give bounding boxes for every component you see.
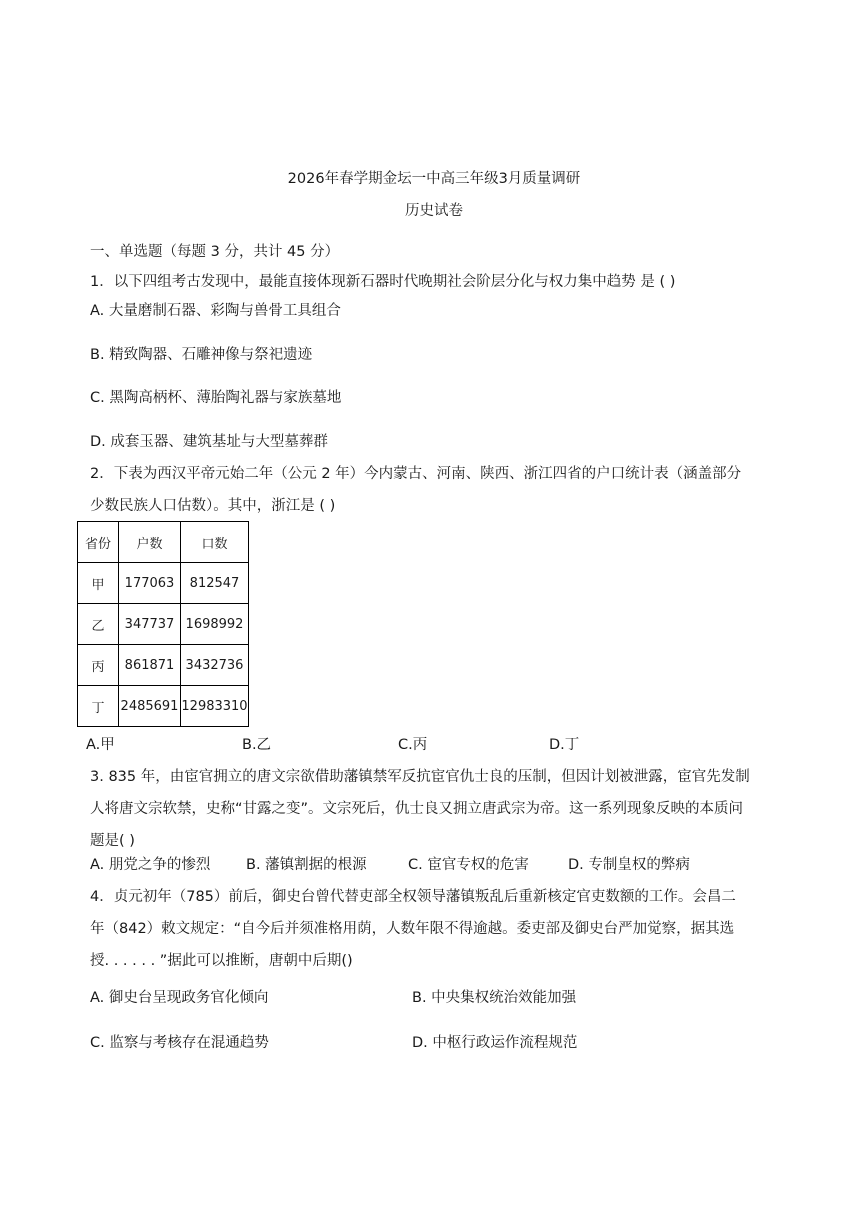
question-2-option-c: C.丙 bbox=[398, 737, 428, 753]
table-header: 户数 bbox=[119, 522, 181, 563]
table-header: 口数 bbox=[181, 522, 249, 563]
table-row bbox=[78, 604, 249, 645]
question-2-option-a: A.甲 bbox=[86, 737, 115, 753]
question-4-option-d: D. 中枢行政运作流程规范 bbox=[412, 1035, 578, 1051]
question-1-stem: 1．以下四组考古发现中，最能直接体现新石器时代晚期社会阶层分化与权力集中趋势 是 ( ) bbox=[90, 274, 676, 290]
table-header-row bbox=[78, 522, 249, 563]
question-4-option-a: A. 御史台呈现政务官化倾向 bbox=[90, 990, 269, 1006]
table-cell: 甲 bbox=[78, 563, 119, 604]
table-row bbox=[78, 563, 249, 604]
question-4-option-c: C. 监察与考核存在混通趋势 bbox=[90, 1035, 269, 1051]
table-cell: 丙 bbox=[78, 645, 119, 686]
table-row bbox=[78, 686, 249, 727]
question-4-option-b: B. 中央集权统治效能加强 bbox=[412, 990, 577, 1006]
question-3-option-d: D. 专制皇权的弊病 bbox=[568, 857, 690, 873]
section-heading: 一、单选题（每题 3 分，共计 45 分） bbox=[90, 244, 340, 260]
population-table bbox=[77, 521, 249, 727]
question-2-options bbox=[0, 735, 868, 755]
question-3-option-b: B. 藩镇割据的根源 bbox=[246, 857, 367, 873]
table-cell: 3432736 bbox=[181, 645, 249, 686]
question-3-option-a: A. 朋党之争的惨烈 bbox=[90, 857, 211, 873]
table-cell: 347737 bbox=[119, 604, 181, 645]
table-cell: 861871 bbox=[119, 645, 181, 686]
question-1-option-b: B. 精致陶器、石雕神像与祭祀遗迹 bbox=[90, 347, 313, 363]
table-cell: 1698992 bbox=[181, 604, 249, 645]
table-cell: 177063 bbox=[119, 563, 181, 604]
question-1-option-d: D. 成套玉器、建筑基址与大型墓葬群 bbox=[90, 434, 328, 450]
table-cell: 丁 bbox=[78, 686, 119, 727]
exam-subtitle: 历史试卷 bbox=[405, 203, 463, 219]
question-4-options-row-1 bbox=[0, 988, 868, 1008]
exam-title: 2026年春学期金坛一中高三年级3月质量调研 bbox=[287, 171, 581, 187]
table-cell: 乙 bbox=[78, 604, 119, 645]
question-2-option-d: D.丁 bbox=[549, 737, 580, 753]
question-4-options-row-2 bbox=[0, 1033, 868, 1053]
table-row bbox=[78, 645, 249, 686]
question-4-stem: 4．贞元初年（785）前后，御史台曾代替吏部全权领导藩镇叛乱后重新核定官吏数额的工作。会昌二年（842）敕文规定：“自今后并须准格用荫，人数年限不得逾越。委吏部及御史台严加觉察，据其选授. . . . . . ”据此可以推断，唐朝中后期() bbox=[90, 889, 736, 969]
table-cell: 12983310 bbox=[181, 686, 249, 727]
question-2-stem: 2．下表为西汉平帝元始二年（公元 2 年）今内蒙古、河南、陕西、浙江四省的户口统计表（涵盖部分少数民族人口估数）。其中，浙江是 ( ) bbox=[90, 466, 742, 514]
table-cell: 812547 bbox=[181, 563, 249, 604]
table-cell: 2485691 bbox=[119, 686, 181, 727]
question-3-stem: 3. 835 年，由宦官拥立的唐文宗欲借助藩镇禁军反抗宦官仇士良的压制，但因计划被泄露，宦官先发制人将唐文宗软禁，史称“甘露之变”。文宗死后，仇士良又拥立唐武宗为帝。这一系列现象反映的本质问题是( ) bbox=[90, 769, 750, 849]
question-2-option-b: B.乙 bbox=[242, 737, 272, 753]
question-3-option-c: C. 宦官专权的危害 bbox=[408, 857, 529, 873]
table-header: 省份 bbox=[78, 522, 119, 563]
question-1-option-a: A. 大量磨制石器、彩陶与兽骨工具组合 bbox=[90, 303, 341, 319]
question-3-options bbox=[0, 855, 868, 875]
question-1-option-c: C. 黑陶高柄杯、薄胎陶礼器与家族墓地 bbox=[90, 390, 342, 406]
